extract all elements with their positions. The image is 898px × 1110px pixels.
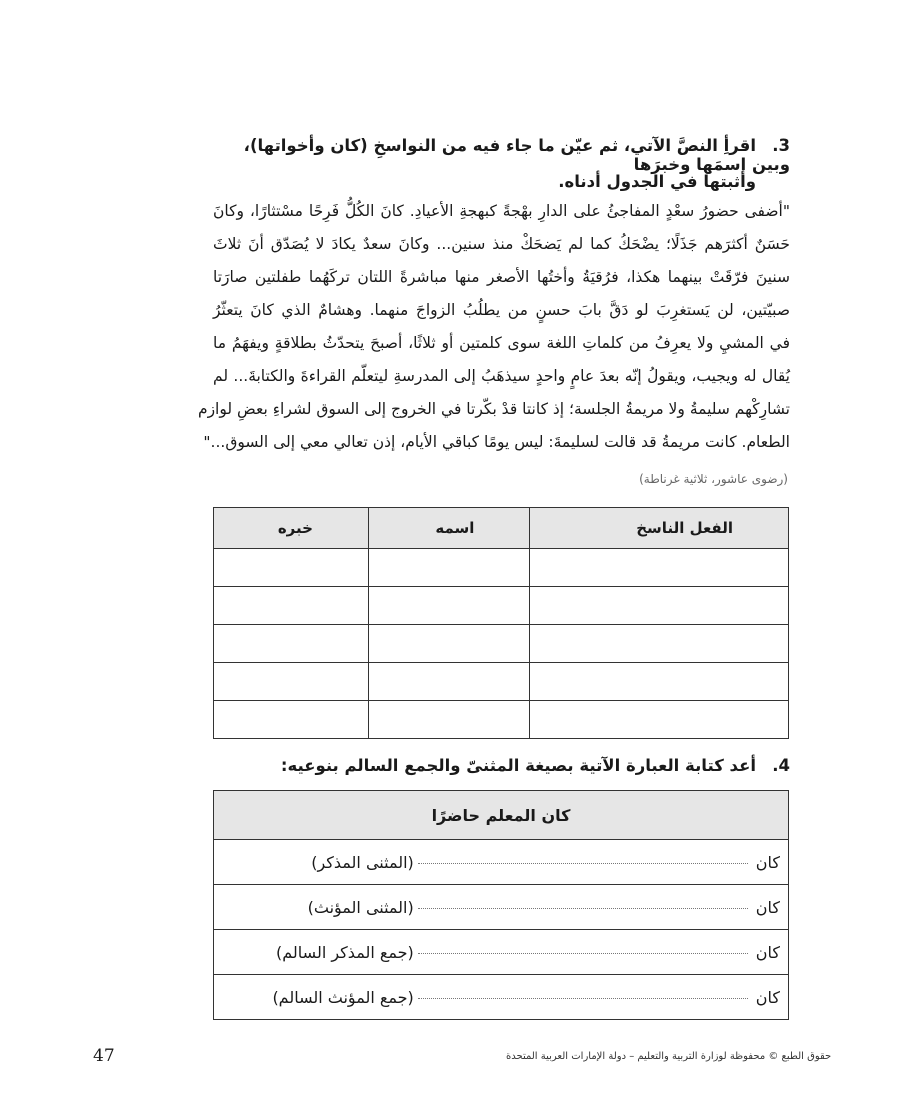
answer-cell[interactable] xyxy=(368,701,530,739)
answer-cell[interactable] xyxy=(530,549,789,587)
q4-number: 4. xyxy=(772,756,790,775)
answer-cell[interactable] xyxy=(530,663,789,701)
answer-blank[interactable] xyxy=(418,863,748,864)
page-number: 47 xyxy=(93,1046,115,1066)
row-prefix: كان xyxy=(755,987,780,1007)
row-hint: (جمع المذكر السالم) xyxy=(276,942,414,962)
answer-cell[interactable] xyxy=(368,663,530,701)
rewrite-row xyxy=(214,975,789,1020)
q4-instruction-text: أعد كتابة العبارة الآتية بصيغة المثنىّ والجمع السالم بنوعيه: xyxy=(280,756,756,775)
table-header-row xyxy=(214,508,789,549)
row-hint: (المثنى المؤنث) xyxy=(307,897,414,917)
answer-cell[interactable] xyxy=(368,549,530,587)
q3-instruction-line1: اقرأِ النصَّ الآتي، ثم عيّن ما جاء فيه من النواسخِ (كان وأخواتها)، وبين اسمَها وخبرَها xyxy=(243,136,790,174)
source-sentence: كان المعلم حاضرًا xyxy=(214,791,789,840)
passage-line: في المشيِ ولا يعرِفُ من كلماتِ اللغة سوى كلمتين أو ثلاثًا، أصبحَ يتحدّثُ بطلاقةٍ ويفهَمُ ما xyxy=(213,334,790,352)
answer-cell[interactable] xyxy=(214,625,369,663)
rewrite-row xyxy=(214,885,789,930)
answer-cell[interactable] xyxy=(214,587,369,625)
header-predicate: خبره xyxy=(214,508,369,549)
table-row xyxy=(214,549,789,587)
rewrite-row xyxy=(214,840,789,885)
q3-instruction xyxy=(213,136,790,174)
row-prefix: كان xyxy=(755,852,780,872)
answer-blank[interactable] xyxy=(418,953,748,954)
row-hint: (المثنى المذكر) xyxy=(311,852,414,872)
answer-cell[interactable] xyxy=(368,587,530,625)
answer-cell[interactable] xyxy=(368,625,530,663)
answer-cell[interactable] xyxy=(530,701,789,739)
rewrite-table xyxy=(213,790,789,1020)
table-row xyxy=(214,701,789,739)
passage-line: صبيّتين، لن يَستغرِبَ لو دَقَّ بابَ حسنٍ من يطلُبُ الزواجَ منهما. وهشامٌ الذي كانَ يتعثّرُ xyxy=(213,301,790,319)
row-hint: (جمع المؤنث السالم) xyxy=(272,987,414,1007)
table-row xyxy=(214,663,789,701)
answer-cell[interactable] xyxy=(214,549,369,587)
q3-instruction-line2: وأثبتها في الجدول أدناه. xyxy=(558,172,756,191)
answer-blank[interactable] xyxy=(418,908,748,909)
passage-line: سنينَ فرّقَتْ بينهما هكذا، فرُقيَةُ وأختُها الأصغر منها مباشرةً اللتان تركَهُما طفلتين صارَتا xyxy=(213,268,790,286)
answer-table xyxy=(213,507,789,739)
answer-cell[interactable] xyxy=(530,625,789,663)
copyright-footer: حقوق الطبع © محفوظة لوزارة التربية والتعليم – دولة الإمارات العربية المتحدة xyxy=(506,1051,832,1062)
answer-blank[interactable] xyxy=(418,998,748,999)
passage-line: يُقال له ويجيب، ويقولُ إنّه بعدَ عامٍ واحدٍ سيذهَبُ إلى المدرسةِ ليتعلّم القراءةَ والكتابةَ... لم xyxy=(213,367,790,385)
answer-cell[interactable] xyxy=(214,663,369,701)
passage-line: الطعام. كانت مريمةُ قد قالت لسليمةَ: ليس يومًا كباقي الأيام، إذن تعالي معي إلى السوق..." xyxy=(203,433,790,451)
row-prefix: كان xyxy=(755,942,780,962)
table-row xyxy=(214,625,789,663)
header-subject: اسمه xyxy=(368,508,530,549)
q4-instruction xyxy=(213,756,790,775)
header-verb: الفعل الناسخ xyxy=(530,508,789,549)
passage-line: "أضفى حضورُ سعْدٍ المفاجئُ على الدارِ بهْجةً كبهجةِ الأعيادِ. كانَ الكُلُّ فَرِحًا مسْتثارًا، وكانَ xyxy=(213,202,790,220)
answer-cell[interactable] xyxy=(214,701,369,739)
rewrite-row xyxy=(214,930,789,975)
passage-line: حَسَنٌ أكثرَهم جَذَلًا؛ يضْحَكُ كما لم يَضحَكْ منذ سنين... وكانَ سعدٌ يكادَ لا يُصَدّق أنَ ثلاثَ xyxy=(213,235,790,253)
passage-source: (رضوى عاشور، ثلاثية غرناطة) xyxy=(639,472,788,486)
row-prefix: كان xyxy=(755,897,780,917)
table-row xyxy=(214,587,789,625)
answer-cell[interactable] xyxy=(530,587,789,625)
passage-line: تشارِكْهم سليمةُ ولا مريمةُ الجلسة؛ إذ كانتا قدْ بكّرتا في الخروج إلى السوق لشراءِ بعضِ لوازم xyxy=(197,400,790,418)
q3-number: 3. xyxy=(772,136,790,155)
